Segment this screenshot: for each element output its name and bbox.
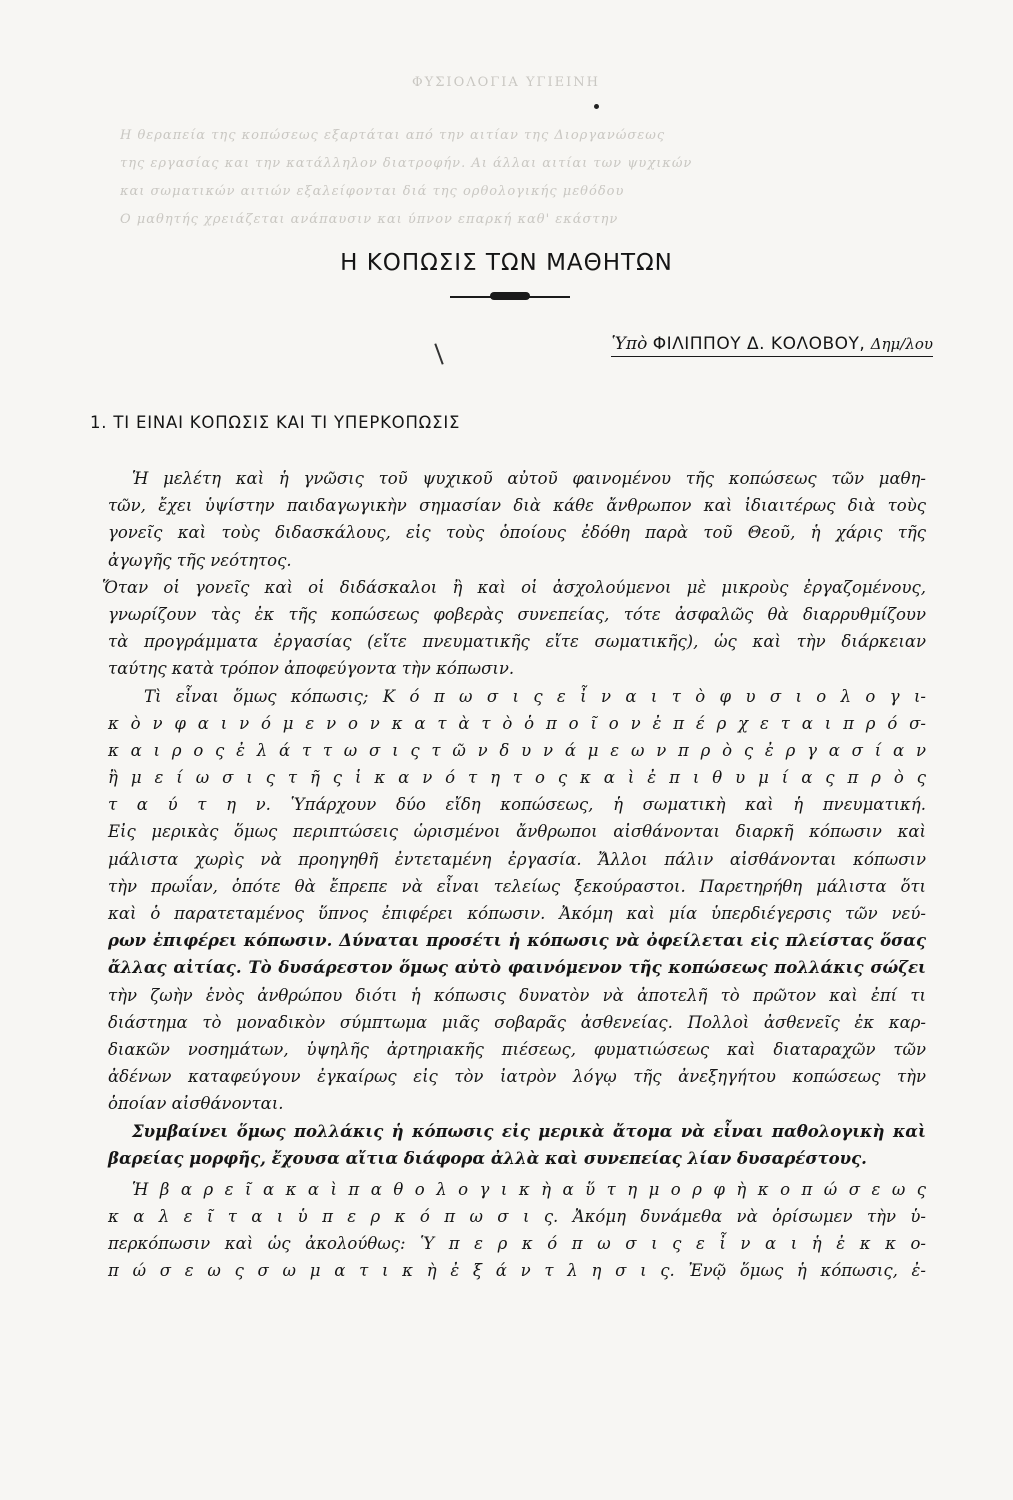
body-line: ἄλλας αἰτίας. Τὸ δυσάρεστον ὅμως αὐτὸ φαινόμενον τῆς κοπώσεως πολλάκις σώζει [108, 958, 926, 978]
body-line: π ώ σ ε ω ς σ ω μ α τ ι κ ὴ ἐ ξ ά ν τ λ η σ ι ς. Ἐνῷ ὅμως ἡ κόπωσις, ἐ- [108, 1261, 926, 1281]
section-heading: 1. ΤΙ ΕΙΝΑΙ ΚΟΠΩΣΙΣ ΚΑΙ ΤΙ ΥΠΕΡΚΟΠΩΣΙΣ [90, 413, 461, 432]
body-line: τὴν πρωΐαν, ὁπότε θὰ ἔπρεπε νὰ εἶναι τελείως ξεκούραστοι. Παρετηρήθη μάλιστα ὅτι [108, 876, 926, 896]
body-line: ἀγωγῆς τῆς νεότητος. [108, 550, 292, 570]
article-body [102, 465, 926, 1285]
body-line: Ἡ μελέτη καὶ ἡ γνῶσις τοῦ ψυχικοῦ αὐτοῦ φαινομένου τῆς κοπώσεως τῶν μαθη- [132, 469, 926, 488]
body-line: Ἡ β α ρ ε ῖ α κ α ὶ π α θ ο λ ο γ ι κ ὴ α ὕ τ η μ ο ρ φ ὴ κ ο π ώ σ ε ω ς [132, 1179, 926, 1199]
bleed-through-line: Ο μαθητής χρειάζεται ανάπαυσιν και ύπνον επαρκή καθ' εκάστην [120, 212, 619, 227]
body-line: Τὶ εἶναι ὅμως κόπωσις; Κ ό π ω σ ι ς ε ἶ ν α ι τ ὸ φ υ σ ι ο λ ο γ ι- [144, 686, 926, 706]
byline-title: Δημ/λου [870, 335, 933, 353]
byline-prefix: Ὑπὸ [611, 334, 648, 354]
body-line: μάλιστα χωρὶς νὰ προηγηθῆ ἐντεταμένη ἐργασία. Ἄλλοι πάλιν αἰσθάνονται κόπωσιν [108, 849, 926, 869]
ink-dot [594, 104, 599, 109]
body-line: κ α λ ε ῖ τ α ι ὑ π ε ρ κ ό π ω σ ι ς. Ἀκόμη δυνάμεθα νὰ ὁρίσωμεν τὴν ὑ- [108, 1207, 926, 1227]
byline-author-name: ΦΙΛΙΠΠΟΥ Δ. ΚΟΛΟΒΟΥ, [652, 334, 866, 354]
body-line: τὴν ζωὴν ἑνὸς ἀνθρώπου διότι ἡ κόπωσις δυνατὸν νὰ ἀποτελῆ τὸ πρῶτον καὶ ἐπί τι [108, 985, 926, 1005]
body-line: Εἰς μερικὰς ὅμως περιπτώσεις ὡρισμένοι ἄνθρωποι αἰσθάνονται διαρκῆ κόπωσιν καὶ [108, 822, 926, 842]
article-title: Η ΚΟΠΩΣΙΣ ΤΩΝ ΜΑΘΗΤΩΝ [340, 250, 673, 276]
title-ornament-knot [490, 292, 530, 300]
body-line: κ α ι ρ ο ς ἐ λ ά τ τ ω σ ι ς τ ῶ ν δ υ ν ά μ ε ω ν π ρ ὸ ς ἐ ρ γ α σ ί α ν [108, 740, 926, 760]
body-line: ρων ἐπιφέρει κόπωσιν. Δύναται προσέτι ἡ κόπωσις νὰ ὀφείλεται εἰς πλείστας ὅσας [108, 931, 926, 951]
ink-mark [434, 343, 443, 364]
body-line: γονεῖς καὶ τοὺς διδασκάλους, εἰς τοὺς ὁποίους ἐδόθη παρὰ τοῦ Θεοῦ, ἡ χάρις τῆς [108, 523, 926, 543]
body-line: καὶ ὁ παρατεταμένος ὕπνος ἐπιφέρει κόπωσιν. Ἀκόμη καὶ μία ὑπερδιέγερσις τῶν νεύ- [108, 904, 926, 923]
bleed-through-line: Η θεραπεία της κοπώσεως εξαρτάται από την αιτίαν της Διοργανώσεως [120, 128, 666, 143]
body-line: τῶν, ἔχει ὑψίστην παιδαγωγικὴν σημασίαν διὰ κάθε ἄνθρωπον καὶ ἰδιαιτέρως διὰ τοὺς [108, 496, 926, 516]
body-line: διακῶν νοσημάτων, ὑψηλῆς ἀρτηριακῆς πιέσεως, φυματιώσεως καὶ διαταραχῶν τῶν [108, 1039, 926, 1059]
bleed-through-header: ΦΥΣΙΟΛΟΓΙΑ ΥΓΙΕΙΝΗ [412, 75, 601, 90]
body-line: τὰ προγράμματα ἐργασίας (εἴτε πνευματικῆς εἴτε σωματικῆς), ὡς καὶ τὴν διάρκειαν [108, 632, 926, 652]
body-line: Συμβαίνει ὅμως πολλάκις ἡ κόπωσις εἰς μερικὰ ἄτομα νὰ εἶναι παθολογικὴ καὶ [132, 1121, 926, 1141]
body-line: βαρείας μορφῆς, ἔχουσα αἴτια διάφορα ἀλλὰ καὶ συνεπείας λίαν δυσαρέστους. [108, 1148, 867, 1168]
body-line: ταύτης κατὰ τρόπον ἀποφεύγοντα τὴν κόπωσιν. [108, 659, 515, 679]
body-line: ἢ μ ε ί ω σ ι ς τ ῆ ς ἱ κ α ν ό τ η τ ο ς κ α ὶ ἐ π ι θ υ μ ί α ς π ρ ὸ ς [108, 768, 926, 788]
author-byline [611, 334, 933, 357]
bleed-through-line: της εργασίας και την κατάλληλον διατροφήν. Αι άλλαι αιτίαι των ψυχικών [120, 156, 693, 171]
body-line: διάστημα τὸ μοναδικὸν σύμπτωμα μιᾶς σοβαρᾶς ἀσθενείας. Πολλοὶ ἀσθενεῖς ἐκ καρ- [108, 1012, 926, 1032]
body-line: τ α ύ τ η ν. Ὑπάρχουν δύο εἴδη κοπώσεως, ἡ σωματικὴ καὶ ἡ πνευματική. [108, 795, 926, 815]
body-line: κ ὸ ν φ α ι ν ό μ ε ν ο ν κ α τ ὰ τ ὸ ὁ π ο ῖ ο ν ἐ π έ ρ χ ε τ α ι π ρ ό σ- [108, 713, 926, 733]
body-line: ὁποίαν αἰσθάνονται. [108, 1094, 284, 1114]
bleed-through-line: και σωματικών αιτιών εξαλείφονται διά της ορθολογικής μεθόδου [120, 184, 625, 199]
body-line: ἀδένων καταφεύγουν ἐγκαίρως εἰς τὸν ἰατρὸν λόγῳ τῆς ἀνεξηγήτου κοπώσεως τὴν [108, 1067, 926, 1087]
body-line: γνωρίζουν τὰς ἐκ τῆς κοπώσεως φοβερὰς συνεπείας, τότε ἀσφαλῶς θὰ διαρρυθμίζουν [108, 604, 926, 624]
body-line: περκόπωσιν καὶ ὡς ἀκολούθως: Ὑ π ε ρ κ ό π ω σ ι ς ε ἶ ν α ι ἡ ἐ κ κ ο- [108, 1234, 926, 1254]
body-line: Ὅταν οἱ γονεῖς καὶ οἱ διδάσκαλοι ἢ καὶ οἱ ἀσχολούμενοι μὲ μικροὺς ἐργαζομένους, [102, 577, 926, 597]
